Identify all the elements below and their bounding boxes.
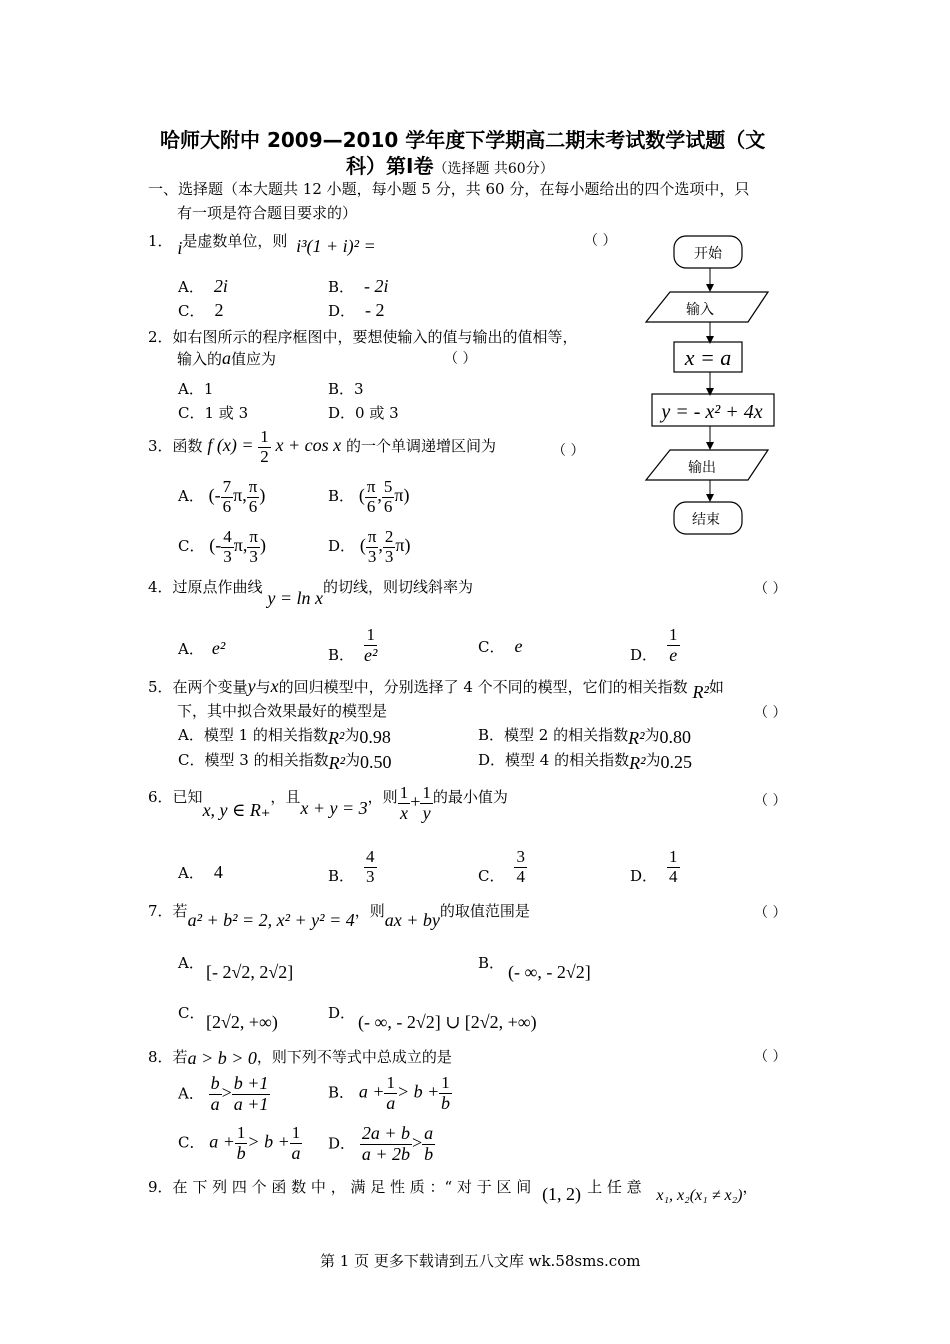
option-b: B．模型 2 的相关指数R²为0.80 xyxy=(478,726,692,748)
question-8: 8．若a > b > 0，则下列不等式中总成立的是 xyxy=(148,1048,452,1068)
answer-paren: （ ） xyxy=(754,905,787,921)
math-expr: i³(1 + i)² = xyxy=(296,236,376,256)
option-a: A． e² xyxy=(178,638,226,658)
option-c: C． e xyxy=(478,636,523,656)
option-b: B． $\frac{1}{\text{e²}}$ xyxy=(328,625,378,665)
option-a: A． xyxy=(178,954,204,972)
option-a: A．模型 1 的相关指数R²为0.98 xyxy=(178,726,391,748)
page-title: 哈师大附中 2009—2010 学年度下学期高二期末考试数学试题（文 xyxy=(160,128,766,152)
answer-paren: （ ） xyxy=(552,443,585,459)
math-var: i xyxy=(177,238,183,258)
option-d: D． $\frac{1}{e}$ xyxy=(630,625,678,665)
option-a: A． (- $\frac{7}{6}$ π, $\frac{\pi}{6}$ ) xyxy=(178,477,266,516)
question-2-cont: 输入的a值应为 xyxy=(177,348,277,368)
option-d: D． $\frac{1}{4}$ xyxy=(630,847,678,886)
answer-paren: （ ） xyxy=(754,1049,787,1065)
question-6: 6．已知x, y ∈ R₊，且x + y = 3，则 $\frac{1}{x}$ + $\frac{1}{y}$ 的最小值为 xyxy=(148,783,508,823)
option-a: A． 4 xyxy=(178,862,223,882)
process-label: y = - x² + 4x xyxy=(661,401,763,423)
option-c: C． 2 xyxy=(178,300,224,320)
start-label: 开始 xyxy=(694,246,722,262)
question-7: 7．若a² + b² = 2, x² + y² = 4，则ax + by的取值范围是 xyxy=(148,902,530,930)
question-4: 4．过原点作曲线 y = ln x的切线，则切线斜率为 xyxy=(148,578,473,608)
option-d: D． $\frac{2a + b}{a + 2b}$ > $\frac{a}{b}$ xyxy=(328,1123,434,1164)
option-d: D． - 2 xyxy=(328,300,385,320)
option-c: C．1 或 3 xyxy=(178,404,249,422)
page-footer: 第 1 页 更多下载请到五八文库 wk.58sms.com xyxy=(320,1252,641,1270)
option-b: B． ( $\frac{\pi}{6}$ , $\frac{5}{6}$ π) xyxy=(328,477,410,516)
assign-label: x = a xyxy=(684,345,732,370)
question-1 xyxy=(148,230,376,258)
question-number: 1． xyxy=(148,232,173,250)
option-b: B． $\frac{4}{3}$ xyxy=(328,847,375,886)
question-9: 9．在 下 列 四 个 函 数 中 ， 满 足 性 质 ：“ 对 于 区 间 (1, 2) 上 任 意 x₁, x₂(x₁ ≠ x₂)， xyxy=(148,1178,758,1204)
question-5: 5．在两个变量y与x的回归模型中，分别选择了 4 个不同的模型，它们的相关指数 R²如 xyxy=(148,676,724,702)
option-b: B． xyxy=(478,954,505,972)
program-flowchart xyxy=(630,228,780,540)
input-label: 输入 xyxy=(686,302,714,318)
option-d: D．模型 4 的相关指数R²为0.25 xyxy=(478,751,693,773)
option-b-value: (- ∞, - 2√2] xyxy=(508,962,591,982)
option-c: C． (- $\frac{4}{3}$ π, $\frac{\pi}{3}$ ) xyxy=(178,527,266,566)
option-c: C．模型 3 的相关指数R²为0.50 xyxy=(178,751,392,773)
option-d-value: (- ∞, - 2√2] ∪ [2√2, +∞) xyxy=(358,1012,537,1032)
option-d: D．0 或 3 xyxy=(328,404,399,422)
option-a: A． 2i xyxy=(178,276,228,296)
option-b: B． - 2i xyxy=(328,276,389,296)
option-b: B．3 xyxy=(328,380,364,398)
option-a: A． $\frac{b}{a}$ > $\frac{b +1}{a +1}$ xyxy=(178,1073,269,1114)
question-2: 2．如右图所示的程序框图中，要想使输入的值与输出的值相等， xyxy=(148,328,578,346)
paper-volume: 科）第Ⅰ卷 xyxy=(346,154,434,178)
option-c-value: [2√2, +∞) xyxy=(206,1012,278,1032)
answer-paren: （ ） xyxy=(444,351,477,367)
option-c: C． $\frac{3}{4}$ xyxy=(478,847,525,886)
output-label: 输出 xyxy=(688,460,716,476)
section-heading: 一、选择题（本大题共 12 小题，每小题 5 分，共 60 分，在每小题给出的四个选项中，只 xyxy=(148,180,750,198)
answer-paren: （ ） xyxy=(754,793,787,809)
option-b: B． a + $\frac{1}{a}$ > b + $\frac{1}{b}$ xyxy=(328,1073,451,1113)
option-a: A．1 xyxy=(178,380,214,398)
question-text: 是虚数单位，则 xyxy=(182,232,288,250)
question-5-cont: 下，其中拟合效果最好的模型是 xyxy=(177,702,388,720)
page-title-line2 xyxy=(346,150,554,179)
question-3: 3．函数 f (x) = $\frac{1}{2}$ x + cos x 的一个单调递增区间为 xyxy=(148,427,496,466)
answer-paren: （ ） xyxy=(754,581,787,597)
option-d: D． ( $\frac{\pi}{3}$ , $\frac{2}{3}$ π) xyxy=(328,527,411,566)
option-a-value: [- 2√2, 2√2] xyxy=(206,962,294,982)
fraction: $\frac{1}{2}$ xyxy=(260,427,269,466)
paper-note: （选择题 共60分） xyxy=(433,161,554,177)
end-label: 结束 xyxy=(692,512,720,528)
option-d: D． xyxy=(328,1004,356,1022)
option-c: C． xyxy=(178,1004,205,1022)
answer-paren: （ ） xyxy=(584,233,617,249)
answer-paren: （ ） xyxy=(754,705,787,721)
option-c: C． a + $\frac{1}{b}$ > b + $\frac{1}{a}$ xyxy=(178,1123,301,1163)
section-heading-cont: 有一项是符合题目要求的） xyxy=(177,204,358,222)
